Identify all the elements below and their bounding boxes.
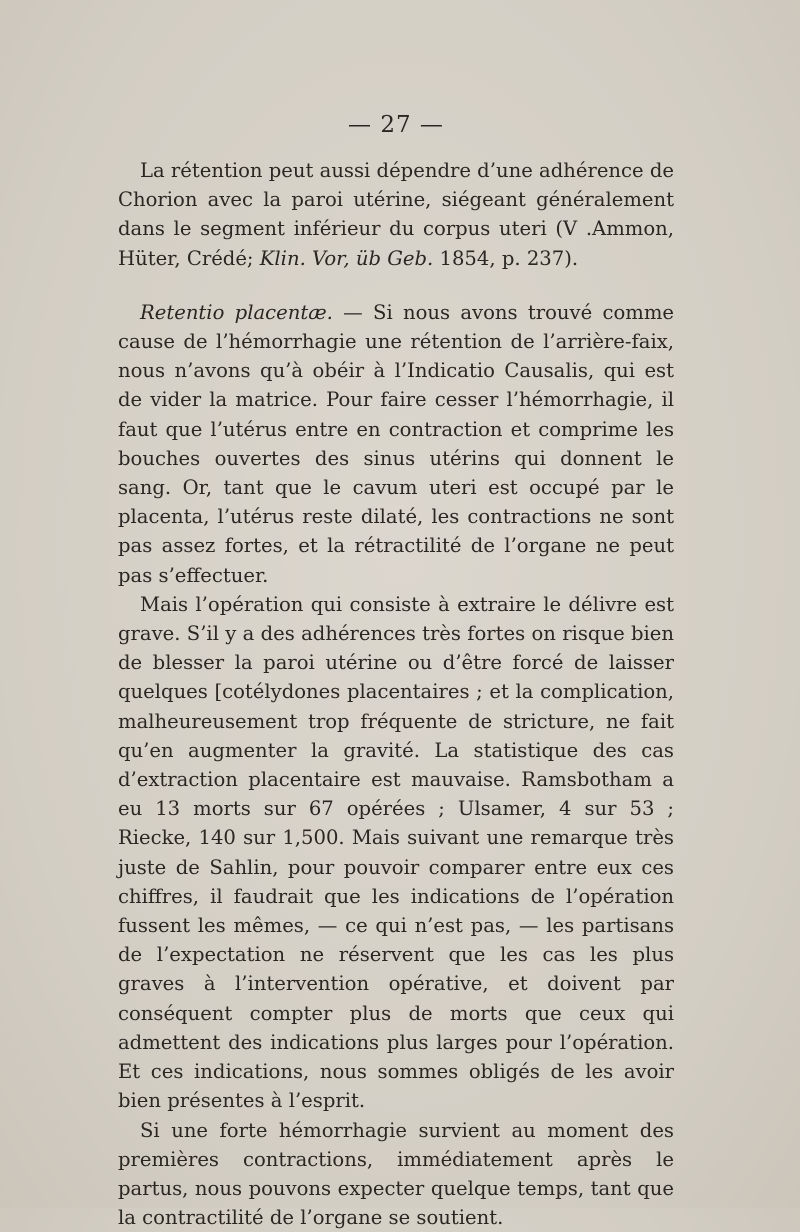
paragraph-retention-chorion bbox=[118, 156, 674, 273]
paragraph-text: La rétention peut aussi dépendre d’une adhérence de Chorion avec la paroi utérine, siégeant généralement dans le segment inférieur du corpus uteri (V .Ammon, Hüter, Crédé; bbox=[118, 159, 674, 270]
paragraph-retentio-placentae bbox=[118, 298, 674, 590]
section-heading: Retentio placentæ. bbox=[140, 301, 333, 324]
paragraph-hemorrhagie: Si une forte hémorrhagie survient au moment des premières contractions, immédiatement après le partus, nous pouvons expecter quelque temps, tant que la contractilité de l’organe se soutient. bbox=[118, 1116, 674, 1232]
paragraph-operation: Mais l’opération qui consiste à extraire le délivre est grave. S’il y a des adhérences très fortes on risque bien de blesser la paroi utérine ou d’être forcé de laisser quelques [cotélydones placentaires ; et la complication, malheureusement trop fréquente de stricture, ne fait qu’en augmenter la gravité. La statistique des cas d’extraction placentaire est mauvaise. Ramsbotham a eu 13 morts sur 67 opérées ; Ulsamer, 4 sur 53 ; Riecke, 140 sur 1,500. Mais suivant une remarque très juste de Sahlin, pour pouvoir comparer entre eux ces chiffres, il faudrait que les indications de l’opération fussent les mêmes, — ce qui n’est pas, — les partisans de l’expectation ne réservent que les cas les plus graves à l’intervention opérative, et doivent par conséquent compter plus de morts que ceux qui admettent des indications plus larges pour l’opération. Et ces indications, nous sommes obligés de les avoir bien présentes à l’esprit. bbox=[118, 590, 674, 1116]
citation-tail: 1854, p. 237). bbox=[433, 247, 578, 270]
book-page bbox=[118, 112, 674, 1232]
paragraph-text: — Si nous avons trouvé comme cause de l’hémorrhagie une rétention de l’arrière-faix, nous n’avons qu’à obéir à l’Indicatio Causalis, qui est de vider la matrice. Pour faire cesser l’hémorrhagie, il faut que l’utérus entre en contraction et comprime les bouches ouvertes des sinus utérins qui donnent le sang. Or, tant que le cavum uteri est occupé par le placenta, l’utérus reste dilaté, les contractions ne sont pas assez fortes, et la rétractilité de l’organe ne peut pas s’effectuer. bbox=[118, 301, 674, 587]
page-number: — 27 — bbox=[118, 112, 674, 138]
citation-reference: Klin. Vor, üb Geb. bbox=[260, 247, 433, 270]
